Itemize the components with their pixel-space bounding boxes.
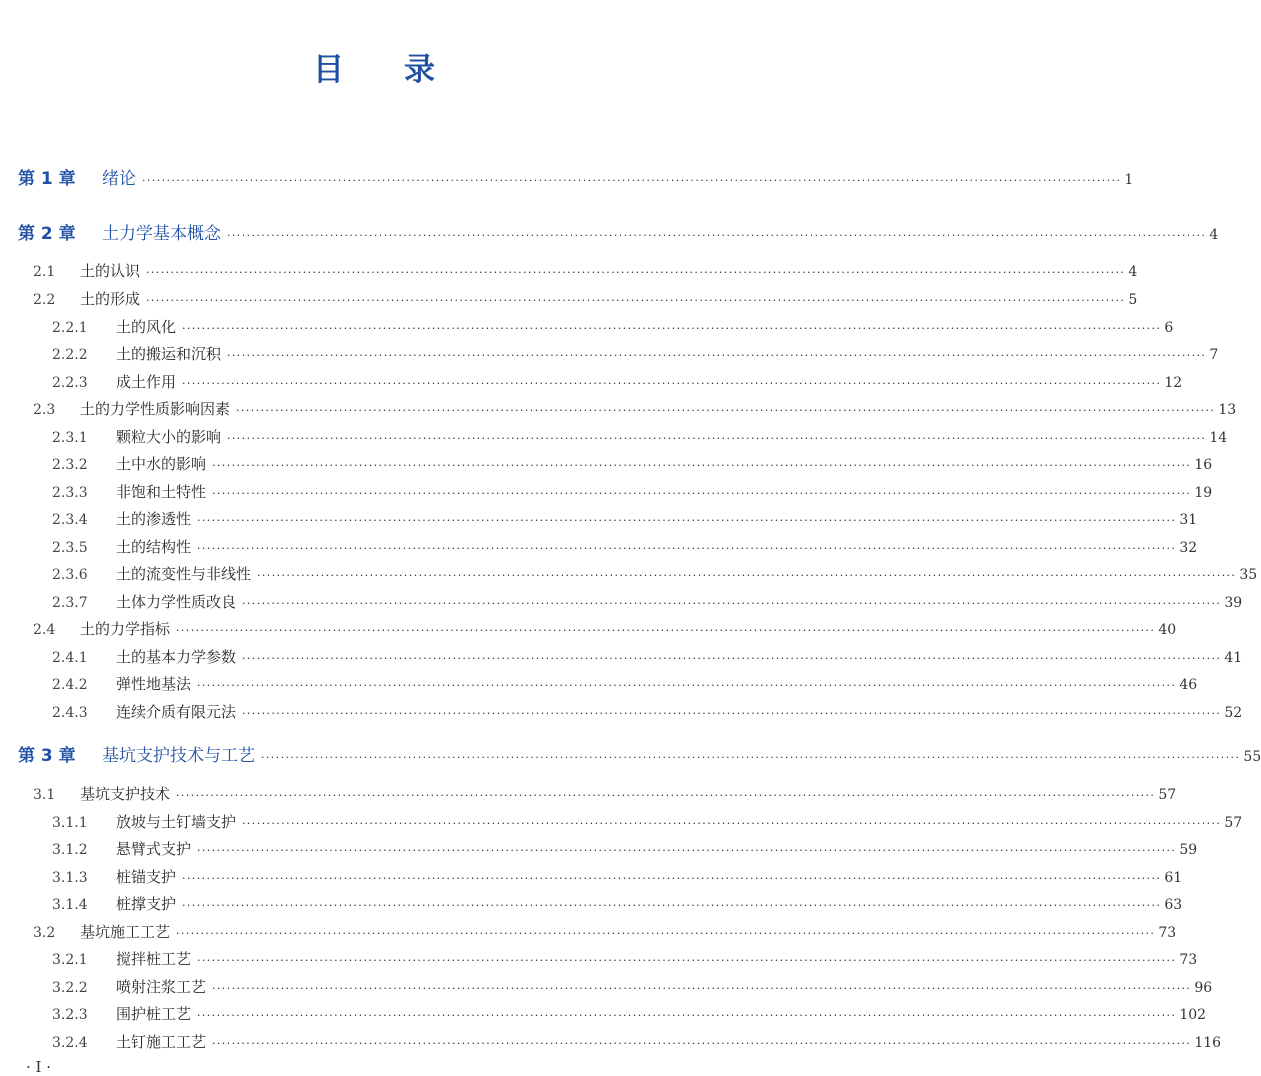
page-number: 61 <box>1164 870 1183 886</box>
dot-leader: ········································································································································································································ <box>197 954 1177 967</box>
dot-leader: ········································································································································································································ <box>212 487 1192 500</box>
subsection-number: 2.2.2 <box>52 347 88 363</box>
subsection-number: 3.1.4 <box>52 897 88 913</box>
toc-subsection-2-2-3[interactable] <box>52 371 1183 392</box>
toc-subsection-3-2-2[interactable] <box>52 976 1213 997</box>
section-title: 土的力学性质影响因素 <box>80 400 231 418</box>
subsection-number: 3.2.2 <box>52 980 88 996</box>
subsection-number: 2.2.1 <box>52 320 88 336</box>
dot-leader: ········································································································································································································ <box>242 707 1222 720</box>
toc-subsection-2-4-2[interactable] <box>52 673 1198 694</box>
page-number: 1 <box>1124 172 1134 188</box>
subsection-number: 2.3.3 <box>52 485 88 501</box>
subsection-title: 土的结构性 <box>116 538 192 556</box>
page-number: 73 <box>1179 952 1198 968</box>
dot-leader: ········································································································································································································ <box>197 514 1177 527</box>
page-number: 4 <box>1209 227 1219 243</box>
subsection-number: 2.3.2 <box>52 457 88 473</box>
dot-leader: ········································································································································································································ <box>242 652 1222 665</box>
dot-leader: ········································································································································································································ <box>242 817 1222 830</box>
section-title: 基坑施工工艺 <box>80 923 171 941</box>
toc-subsection-2-3-7[interactable] <box>52 591 1243 612</box>
toc-subsection-3-1-2[interactable] <box>52 838 1198 859</box>
page-number: 14 <box>1209 430 1228 446</box>
page-number: 41 <box>1224 650 1243 666</box>
dot-leader: ········································································································································································································ <box>182 322 1162 335</box>
dot-leader: ········································································································································································································ <box>212 1037 1192 1050</box>
subsection-title: 悬臂式支护 <box>116 840 192 858</box>
dot-leader: ········································································································································································································ <box>227 349 1207 362</box>
page-number: 6 <box>1164 320 1174 336</box>
page-number: 13 <box>1218 402 1237 418</box>
page-number: 73 <box>1158 925 1177 941</box>
dot-leader: ········································································································································································································ <box>197 844 1177 857</box>
subsection-number: 2.3.5 <box>52 540 88 556</box>
subsection-number: 3.1.3 <box>52 870 88 886</box>
page-title-char-1: 目 <box>313 52 346 88</box>
toc-section-3-1[interactable] <box>33 783 1177 804</box>
subsection-title: 桩锚支护 <box>116 868 177 886</box>
subsection-title: 土的基本力学参数 <box>116 648 237 666</box>
dot-leader: ········································································································································································································ <box>212 459 1192 472</box>
section-number: 3.2 <box>33 925 56 941</box>
chapter-number: 第 3 章 <box>18 746 76 766</box>
subsection-title: 颗粒大小的影响 <box>116 428 222 446</box>
dot-leader: ········································································································································································································ <box>197 542 1177 555</box>
dot-leader: ········································································································································································································ <box>197 679 1177 692</box>
subsection-title: 喷射注浆工艺 <box>116 978 207 996</box>
chapter-number: 第 1 章 <box>18 169 76 189</box>
page-number: 96 <box>1194 980 1213 996</box>
chapter-title: 土力学基本概念 <box>102 224 221 244</box>
section-number: 2.1 <box>33 264 56 280</box>
chapter-title: 基坑支护技术与工艺 <box>102 746 255 766</box>
page-number: 57 <box>1224 815 1243 831</box>
toc-subsection-3-2-3[interactable] <box>52 1003 1207 1024</box>
subsection-title: 土的流变性与非线性 <box>116 565 252 583</box>
toc-section-2-4[interactable] <box>33 618 1177 639</box>
subsection-number: 2.3.1 <box>52 430 88 446</box>
section-number: 2.3 <box>33 402 56 418</box>
toc-subsection-3-2-1[interactable] <box>52 948 1198 969</box>
subsection-number: 3.2.4 <box>52 1035 88 1051</box>
dot-leader: ········································································································································································································ <box>182 377 1162 390</box>
subsection-title: 桩撑支护 <box>116 895 177 913</box>
dot-leader: ········································································································································································································ <box>176 927 1156 940</box>
page-number: 46 <box>1179 677 1198 693</box>
page-number: 52 <box>1224 705 1243 721</box>
subsection-number: 3.2.1 <box>52 952 88 968</box>
subsection-title: 土体力学性质改良 <box>116 593 237 611</box>
dot-leader: ········································································································································································································ <box>197 1009 1177 1022</box>
dot-leader: ········································································································································································································ <box>146 266 1126 279</box>
dot-leader: ········································································································································································································ <box>242 597 1222 610</box>
toc-subsection-2-3-3[interactable] <box>52 481 1213 502</box>
subsection-number: 2.3.7 <box>52 595 88 611</box>
page-title-char-2: 录 <box>404 52 437 88</box>
toc-section-2-2[interactable] <box>33 288 1138 309</box>
toc-section-2-1[interactable] <box>33 260 1138 281</box>
toc-subsection-2-4-3[interactable] <box>52 701 1243 722</box>
page-marker: · I · <box>26 1058 51 1076</box>
subsection-title: 土钉施工工艺 <box>116 1033 207 1051</box>
subsection-title: 非饱和土特性 <box>116 483 207 501</box>
toc-subsection-2-2-2[interactable] <box>52 343 1219 364</box>
subsection-number: 2.4.1 <box>52 650 88 666</box>
page-number: 5 <box>1128 292 1138 308</box>
page-number: 59 <box>1179 842 1198 858</box>
subsection-number: 2.3.6 <box>52 567 88 583</box>
page-number: 7 <box>1209 347 1219 363</box>
toc-section-3-2[interactable] <box>33 921 1177 942</box>
subsection-title: 围护桩工艺 <box>116 1005 192 1023</box>
subsection-number: 2.2.3 <box>52 375 88 391</box>
dot-leader: ········································································································································································································ <box>227 229 1207 242</box>
toc-subsection-2-3-6[interactable] <box>52 563 1258 584</box>
subsection-title: 土的渗透性 <box>116 510 192 528</box>
toc-subsection-2-3-2[interactable] <box>52 453 1213 474</box>
toc-subsection-2-3-1[interactable] <box>52 426 1228 447</box>
page-number: 4 <box>1128 264 1138 280</box>
dot-leader: ········································································································································································································ <box>182 899 1162 912</box>
subsection-title: 放坡与土钉墙支护 <box>116 813 237 831</box>
subsection-title: 土的搬运和沉积 <box>116 345 222 363</box>
dot-leader: ········································································································································································································ <box>146 294 1126 307</box>
page-title <box>0 44 750 89</box>
dot-leader: ········································································································································································································ <box>212 982 1192 995</box>
toc-subsection-3-1-4[interactable] <box>52 893 1183 914</box>
subsection-number: 3.1.1 <box>52 815 88 831</box>
subsection-title: 搅拌桩工艺 <box>116 950 192 968</box>
toc-subsection-2-2-1[interactable] <box>52 316 1174 337</box>
toc-subsection-3-2-4[interactable] <box>52 1031 1222 1052</box>
subsection-number: 2.4.3 <box>52 705 88 721</box>
page-number: 31 <box>1179 512 1198 528</box>
page-number: 32 <box>1179 540 1198 556</box>
page-number: 39 <box>1224 595 1243 611</box>
subsection-title: 成土作用 <box>116 373 177 391</box>
dot-leader: ········································································································································································································ <box>182 872 1162 885</box>
chapter-number: 第 2 章 <box>18 224 76 244</box>
toc-chapter-2[interactable] <box>18 219 1219 244</box>
page-number: 16 <box>1194 457 1213 473</box>
dot-leader: ········································································································································································································ <box>176 789 1156 802</box>
subsection-title: 土的风化 <box>116 318 177 336</box>
page-number: 63 <box>1164 897 1183 913</box>
page-number: 102 <box>1179 1007 1207 1023</box>
dot-leader: ········································································································································································································ <box>142 174 1122 187</box>
toc-section-2-3[interactable] <box>33 398 1237 419</box>
toc-subsection-2-3-5[interactable] <box>52 536 1198 557</box>
section-title: 土的认识 <box>80 262 141 280</box>
toc-chapter-1[interactable] <box>18 164 1134 189</box>
toc-subsection-3-1-1[interactable] <box>52 811 1243 832</box>
page-number: 40 <box>1158 622 1177 638</box>
dot-leader: ········································································································································································································ <box>236 404 1216 417</box>
subsection-number: 3.1.2 <box>52 842 88 858</box>
section-title: 土的形成 <box>80 290 141 308</box>
page-number: 57 <box>1158 787 1177 803</box>
toc-chapter-3[interactable] <box>18 741 1261 766</box>
subsection-number: 2.3.4 <box>52 512 88 528</box>
page-number: 35 <box>1239 567 1258 583</box>
page-number: 55 <box>1243 749 1261 765</box>
toc-subsection-2-3-4[interactable] <box>52 508 1198 529</box>
chapter-title: 绪论 <box>102 169 136 189</box>
subsection-title: 弹性地基法 <box>116 675 192 693</box>
subsection-number: 3.2.3 <box>52 1007 88 1023</box>
dot-leader: ········································································································································································································ <box>176 624 1156 637</box>
subsection-number: 2.4.2 <box>52 677 88 693</box>
section-title: 土的力学指标 <box>80 620 171 638</box>
page-number: 116 <box>1194 1035 1222 1051</box>
section-title: 基坑支护技术 <box>80 785 171 803</box>
subsection-title: 连续介质有限元法 <box>116 703 237 721</box>
page-number: 12 <box>1164 375 1183 391</box>
subsection-title: 土中水的影响 <box>116 455 207 473</box>
toc-subsection-3-1-3[interactable] <box>52 866 1183 887</box>
section-number: 2.2 <box>33 292 56 308</box>
section-number: 2.4 <box>33 622 56 638</box>
dot-leader: ········································································································································································································ <box>261 751 1241 764</box>
dot-leader: ········································································································································································································ <box>257 569 1237 582</box>
page-number: 19 <box>1194 485 1213 501</box>
dot-leader: ········································································································································································································ <box>227 432 1207 445</box>
section-number: 3.1 <box>33 787 56 803</box>
toc-subsection-2-4-1[interactable] <box>52 646 1243 667</box>
